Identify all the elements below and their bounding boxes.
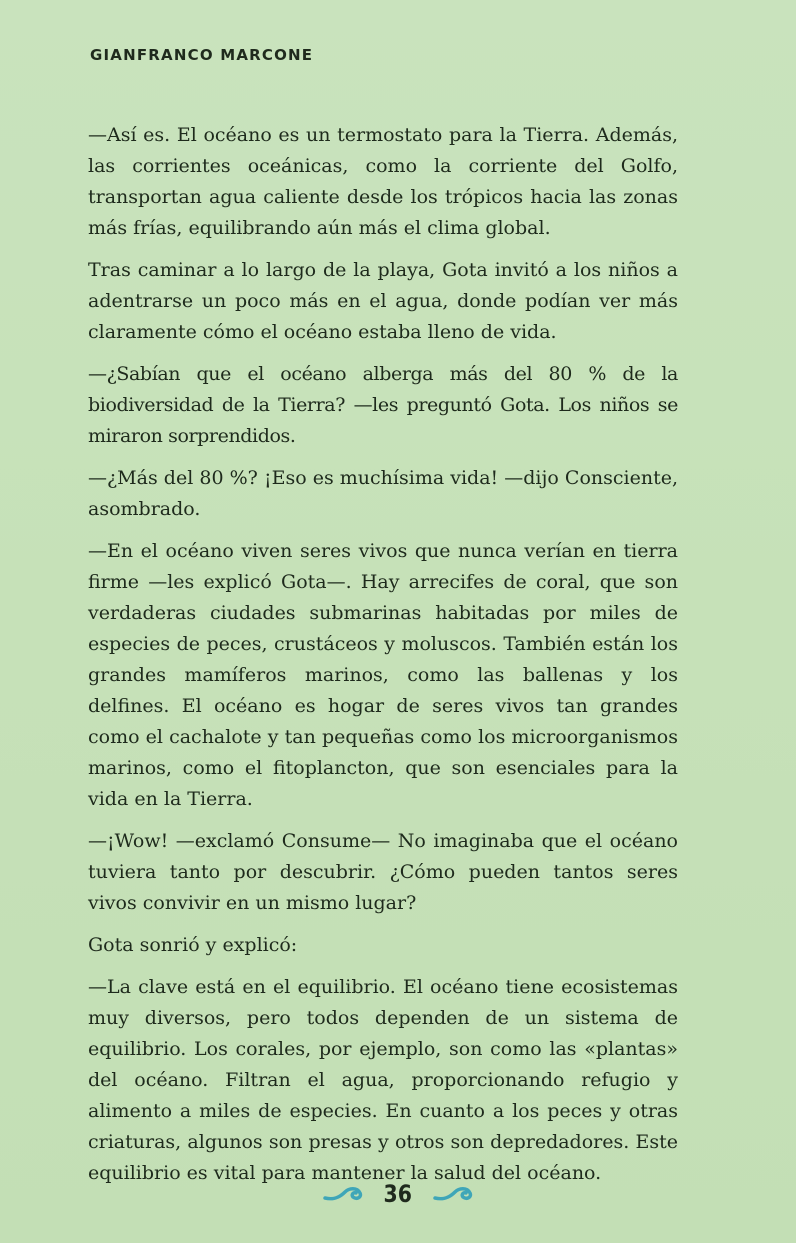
paragraph: —En el océano viven seres vivos que nunca verían en tierra firme —les explicó Gota—. Hay arrecifes de coral, que son verdaderas ciudades submarinas habitadas por miles de especies de peces, crustáceos y moluscos. También están los grandes mamíferos marinos, como las ballenas y los delfines. El océano es hogar de seres vivos tan grandes como el cachalote y tan pequeñas como los microorganismos marinos, como el fitoplancton, que son esenciales para la vida en la Tierra. [88, 540, 678, 810]
page-number: 36 [383, 1180, 413, 1208]
wave-icon [323, 1184, 363, 1204]
paragraph: —¿Más del 80 %? ¡Eso es muchísima vida! —dijo Consciente, asombrado. [88, 467, 678, 520]
paragraph: —¡Wow! —exclamó Consume— No imaginaba que el océano tuviera tanto por descubrir. ¿Cómo pueden tantos seres vivos convivir en un mismo lugar? [88, 830, 678, 914]
paragraph: —La clave está en el equilibrio. El océano tiene ecosistemas muy diversos, pero todos dependen de un sistema de equilibrio. Los corales, por ejemplo, son como las «plantas» del océano. Filtran el agua, proporcionando refugio y alimento a miles de especies. En cuanto a los peces y otras criaturas, algunos son presas y otros son depredadores. Este equilibrio es vital para mantener la salud del océano. [88, 976, 678, 1184]
paragraph: —Así es. El océano es un termostato para la Tierra. Además, las corrientes oceánicas, como la corriente del Golfo, transportan agua caliente desde los trópicos hacia las zonas más frías, equilibrando aún más el clima global. [88, 124, 678, 239]
paragraph: Tras caminar a lo largo de la playa, Gota invitó a los niños a adentrarse un poco más en el agua, donde podían ver más claramente cómo el océano estaba lleno de vida. [88, 259, 678, 343]
paragraph: Gota sonrió y explicó: [88, 934, 298, 956]
wave-icon [433, 1184, 473, 1204]
page-footer [0, 1180, 796, 1208]
running-header-author: GIANFRANCO MARCONE [90, 46, 314, 64]
paragraph: —¿Sabían que el océano alberga más del 80 % de la biodiversidad de la Tierra? —les preguntó Gota. Los niños se miraron sorprendidos. [88, 363, 678, 447]
body-text [88, 120, 678, 1200]
